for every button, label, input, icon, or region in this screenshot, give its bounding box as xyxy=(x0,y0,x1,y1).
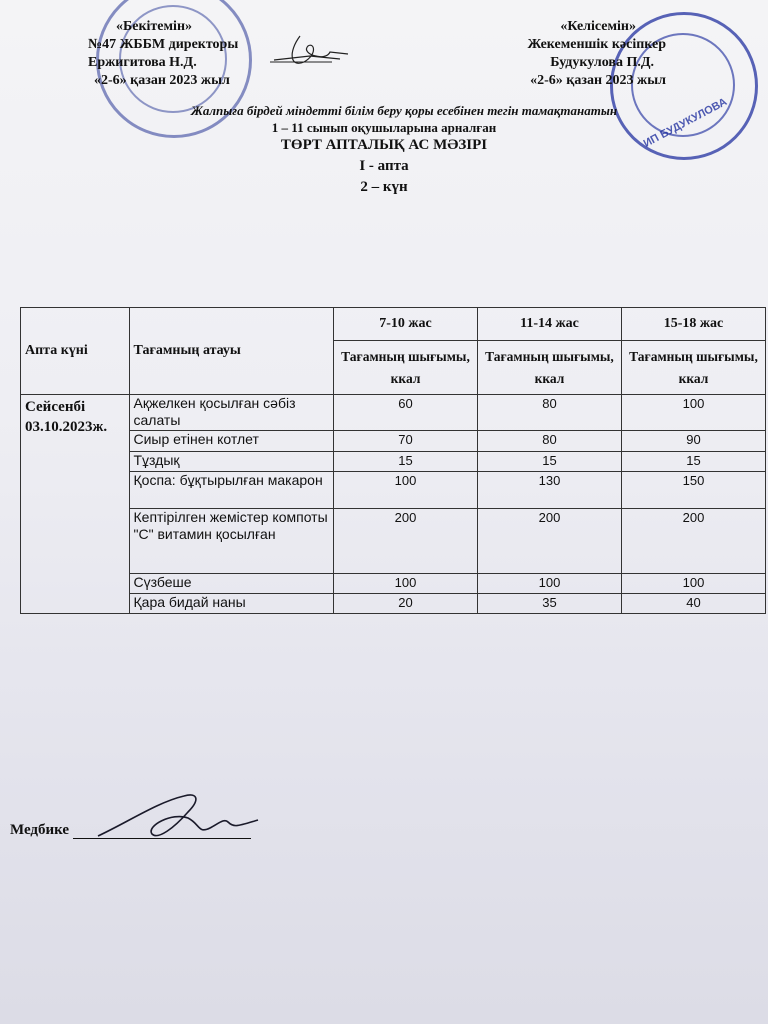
yield-value: 150 xyxy=(621,472,765,509)
dish-name: Ақжелкен қосылған сәбіз салаты xyxy=(129,395,334,431)
seal-text: ИП БУДУКУЛОВА xyxy=(641,95,730,151)
yield-value: 100 xyxy=(477,574,621,594)
yield-value: 100 xyxy=(334,472,478,509)
table-row xyxy=(21,431,766,452)
agreement-person: Будукулова П.Д. xyxy=(550,55,654,70)
title-line-2: 1 – 11 сынып оқушыларына арналған xyxy=(271,120,497,135)
yield-value: 130 xyxy=(477,472,621,509)
table-header-row xyxy=(21,308,766,341)
yield-value: 100 xyxy=(334,574,478,594)
yield-value: 100 xyxy=(621,395,765,431)
yield-value: 40 xyxy=(621,594,765,614)
subheader-yield-3: Тағамның шығымы, ккал xyxy=(621,341,765,395)
approval-position: №47 ЖББМ директоры xyxy=(88,37,239,52)
yield-value: 100 xyxy=(621,574,765,594)
agreement-title: «Келісемін» xyxy=(560,19,636,34)
yield-value: 200 xyxy=(334,509,478,574)
subheader-yield-2: Тағамның шығымы, ккал xyxy=(477,341,621,395)
yield-value: 20 xyxy=(334,594,478,614)
title-line-1: Жалпыға бірдей міндетті білім беру қоры есебінен тегін тамақтанатын xyxy=(190,103,618,118)
table-row xyxy=(21,509,766,574)
approval-block xyxy=(88,18,238,90)
yield-value: 15 xyxy=(621,452,765,472)
dish-name: Сиыр етінен котлет xyxy=(129,431,334,452)
dish-name: Тұздық xyxy=(129,452,334,472)
table-row xyxy=(21,472,766,509)
dish-name: Қоспа: бұқтырылған макарон xyxy=(129,472,334,509)
yield-value: 200 xyxy=(477,509,621,574)
day-cell: Сейсенбі 03.10.2023ж. xyxy=(21,395,130,614)
yield-value: 200 xyxy=(621,509,765,574)
yield-value: 90 xyxy=(621,431,765,452)
table-row xyxy=(21,574,766,594)
header-day: Апта күні xyxy=(21,308,130,395)
subheader-yield-1: Тағамның шығымы, ккал xyxy=(334,341,478,395)
table-row xyxy=(21,395,766,431)
day-label: 2 – күн xyxy=(360,179,408,195)
agreement-position: Жекеменшік кәсіпкер xyxy=(527,37,666,52)
table-row xyxy=(21,452,766,472)
yield-value: 15 xyxy=(477,452,621,472)
menu-table xyxy=(20,307,766,614)
agreement-block xyxy=(490,18,666,90)
nurse-signature xyxy=(88,782,268,852)
table-row xyxy=(21,594,766,614)
header-age-2: 11-14 жас xyxy=(477,308,621,341)
menu-title-block xyxy=(0,102,768,197)
yield-value: 70 xyxy=(334,431,478,452)
approval-date: «2-6» қазан 2023 жыл xyxy=(94,73,230,88)
yield-value: 80 xyxy=(477,395,621,431)
dish-name: Қара бидай наны xyxy=(129,594,334,614)
dish-name: Кептірілген жемістер компоты "С" витамин қосылған xyxy=(129,509,334,574)
yield-value: 15 xyxy=(334,452,478,472)
header-age-1: 7-10 жас xyxy=(334,308,478,341)
dish-name: Сүзбеше xyxy=(129,574,334,594)
header-dish: Тағамның атауы xyxy=(129,308,334,395)
agreement-date: «2-6» қазан 2023 жыл xyxy=(530,73,666,88)
approval-person: Ержигитова Н.Д. xyxy=(88,55,197,70)
yield-value: 80 xyxy=(477,431,621,452)
approval-title: «Бекітемін» xyxy=(116,19,193,34)
title-line-3: ТӨРТ АПТАЛЫҚ АС МӘЗІРІ xyxy=(280,137,488,153)
header-age-3: 15-18 жас xyxy=(621,308,765,341)
yield-value: 60 xyxy=(334,395,478,431)
director-signature xyxy=(270,32,360,74)
yield-value: 35 xyxy=(477,594,621,614)
nurse-label: Медбике xyxy=(10,822,70,838)
week-label: I - апта xyxy=(359,158,409,174)
